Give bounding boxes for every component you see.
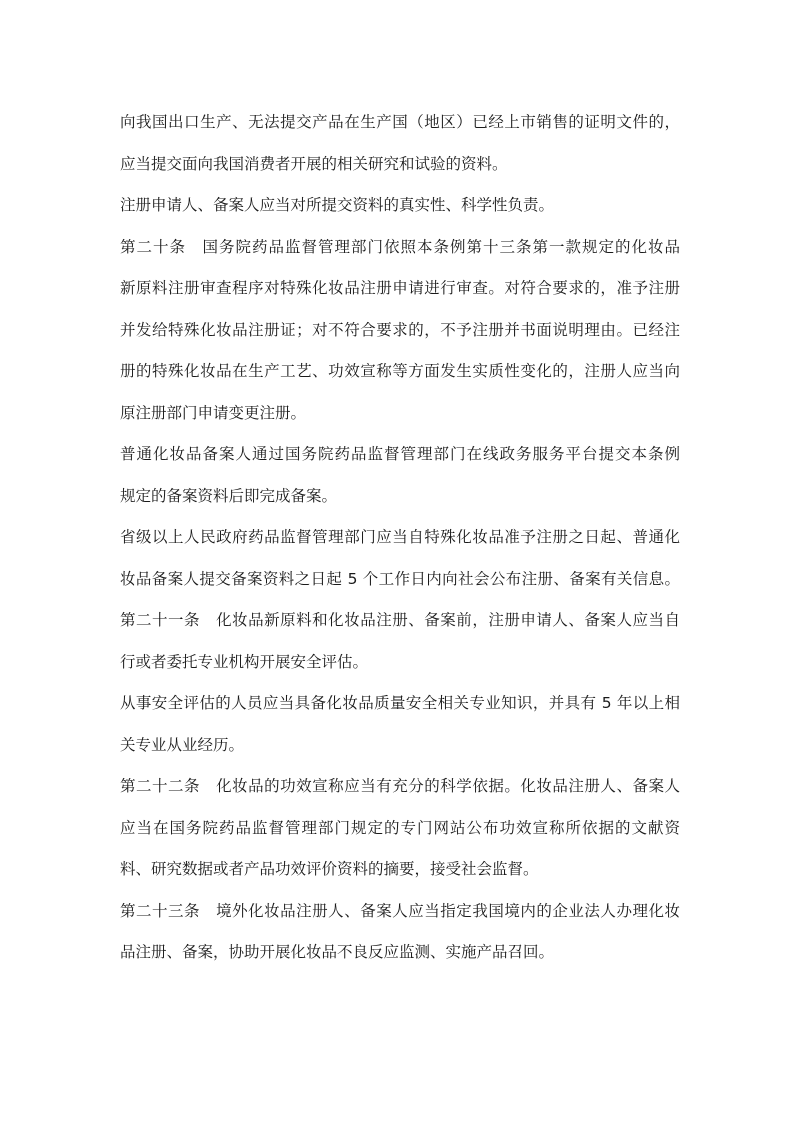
text-line: 普通化妆品备案人通过国务院药品监督管理部门在线政务服务平台提交本条例 xyxy=(120,445,680,463)
text-line: 原注册部门申请变更注册。 xyxy=(120,403,307,422)
text-line: 应当提交面向我国消费者开展的相关研究和试验的资料。 xyxy=(120,154,508,173)
text-line: 妆品备案人提交备案资料之日起 5 个工作日内向社会公布注册、备案有关信息。 xyxy=(120,569,680,588)
text-line: 向我国出口生产、无法提交产品在生产国（地区）已经上市销售的证明文件的， xyxy=(120,113,680,131)
text-line: 料、研究数据或者产品功效评价资料的摘要，接受社会监督。 xyxy=(120,860,539,878)
text-line: 关专业从业经历。 xyxy=(120,735,245,754)
text-line: 从事安全评估的人员应当具备化妆品质量安全相关专业知识，并具有 5 年以上相 xyxy=(120,694,680,712)
document-body xyxy=(120,102,680,974)
text-line: 第二十二条 化妆品的功效宣称应当有充分的科学依据。化妆品注册人、备案人 xyxy=(120,777,680,795)
text-line: 并发给特殊化妆品注册证；对不符合要求的，不予注册并书面说明理由。已经注 xyxy=(120,320,680,339)
text-line: 新原料注册审查程序对特殊化妆品注册申请进行审查。对符合要求的，准予注册 xyxy=(120,279,680,297)
text-line: 注册申请人、备案人应当对所提交资料的真实性、科学性负责。 xyxy=(120,196,555,214)
text-line: 第二十三条 境外化妆品注册人、备案人应当指定我国境内的企业法人办理化妆 xyxy=(120,901,680,920)
text-line: 省级以上人民政府药品监督管理部门应当自特殊化妆品准予注册之日起、普通化 xyxy=(120,528,680,546)
text-line: 规定的备案资料后即完成备案。 xyxy=(120,486,338,505)
text-line: 行或者委托专业机构开展安全评估。 xyxy=(120,652,369,671)
text-line: 册的特殊化妆品在生产工艺、功效宣称等方面发生实质性变化的，注册人应当向 xyxy=(120,362,680,380)
text-line: 第二十一条 化妆品新原料和化妆品注册、备案前，注册申请人、备案人应当自 xyxy=(120,611,680,629)
text-line: 应当在国务院药品监督管理部门规定的专门网站公布功效宣称所依据的文献资 xyxy=(120,818,680,837)
text-line: 第二十条 国务院药品监督管理部门依照本条例第十三条第一款规定的化妆品 xyxy=(120,237,680,256)
text-line: 品注册、备案，协助开展化妆品不良反应监测、实施产品召回。 xyxy=(120,943,555,961)
